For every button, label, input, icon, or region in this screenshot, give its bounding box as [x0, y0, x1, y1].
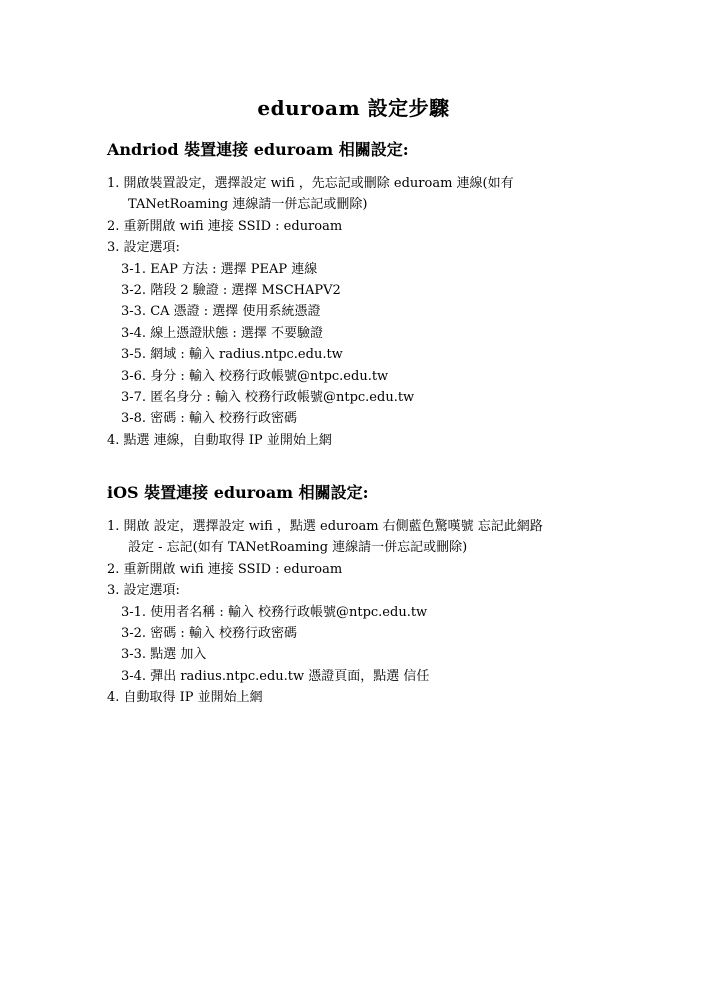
ios-step-3-2: 3-2. 密碼 : 輸入 校務行政密碼	[121, 625, 297, 641]
android-step-3-4: 3-4. 線上憑證狀態 : 選擇 不要驗證	[121, 325, 323, 341]
android-step-2: 2. 重新開啟 wifi 連接 SSID : eduroam	[107, 218, 343, 234]
android-step-3-3: 3-3. CA 憑證 : 選擇 使用系統憑證	[121, 304, 321, 320]
android-step-3-8: 3-8. 密碼 : 輸入 校務行政密碼	[121, 411, 297, 427]
ios-step-1-continued: 設定 - 忘記(如有 TANetRoaming 連線請一併忘記或刪除)	[128, 540, 468, 556]
ios-heading: iOS 裝置連接 eduroam 相關設定:	[107, 483, 369, 502]
android-step-3-5: 3-5. 網域 : 輸入 radius.ntpc.edu.tw	[121, 347, 343, 363]
android-step-3: 3. 設定選項:	[107, 240, 180, 256]
ios-step-3-4: 3-4. 彈出 radius.ntpc.edu.tw 憑證頁面，點選 信任	[121, 668, 430, 684]
ios-step-2: 2. 重新開啟 wifi 連接 SSID : eduroam	[107, 561, 343, 577]
ios-step-3: 3. 設定選項:	[107, 583, 180, 599]
android-step-3-2: 3-2. 階段 2 驗證 : 選擇 MSCHAPV2	[121, 282, 341, 298]
android-step-1-continued: TANetRoaming 連線請一併忘記或刪除)	[128, 197, 368, 213]
ios-section	[107, 482, 667, 709]
ios-step-3-1: 3-1. 使用者名稱 : 輸入 校務行政帳號@ntpc.edu.tw	[121, 604, 428, 620]
ios-step-3-3: 3-3. 點選 加入	[121, 647, 207, 663]
ios-step-4: 4. 自動取得 IP 並開始上網	[107, 690, 263, 706]
android-step-1: 1. 開啟裝置設定，選擇設定 wifi ，先忘記或刪除 eduroam 連線(如有	[107, 176, 514, 191]
page-title: eduroam 設定步驟	[257, 96, 450, 120]
android-heading: Andriod 裝置連接 eduroam 相關設定:	[107, 140, 409, 159]
android-section	[107, 139, 667, 451]
ios-step-1: 1. 開啟 設定，選擇設定 wifi ，點選 eduroam 右側藍色驚嘆號 忘記此網路	[107, 519, 543, 534]
android-step-3-1: 3-1. EAP 方法 : 選擇 PEAP 連線	[121, 261, 318, 277]
android-step-3-6: 3-6. 身分 : 輸入 校務行政帳號@ntpc.edu.tw	[121, 368, 389, 384]
android-step-3-7: 3-7. 匿名身分 : 輸入 校務行政帳號@ntpc.edu.tw	[121, 389, 415, 405]
android-step-4: 4. 點選 連線，自動取得 IP 並開始上網	[107, 432, 332, 448]
